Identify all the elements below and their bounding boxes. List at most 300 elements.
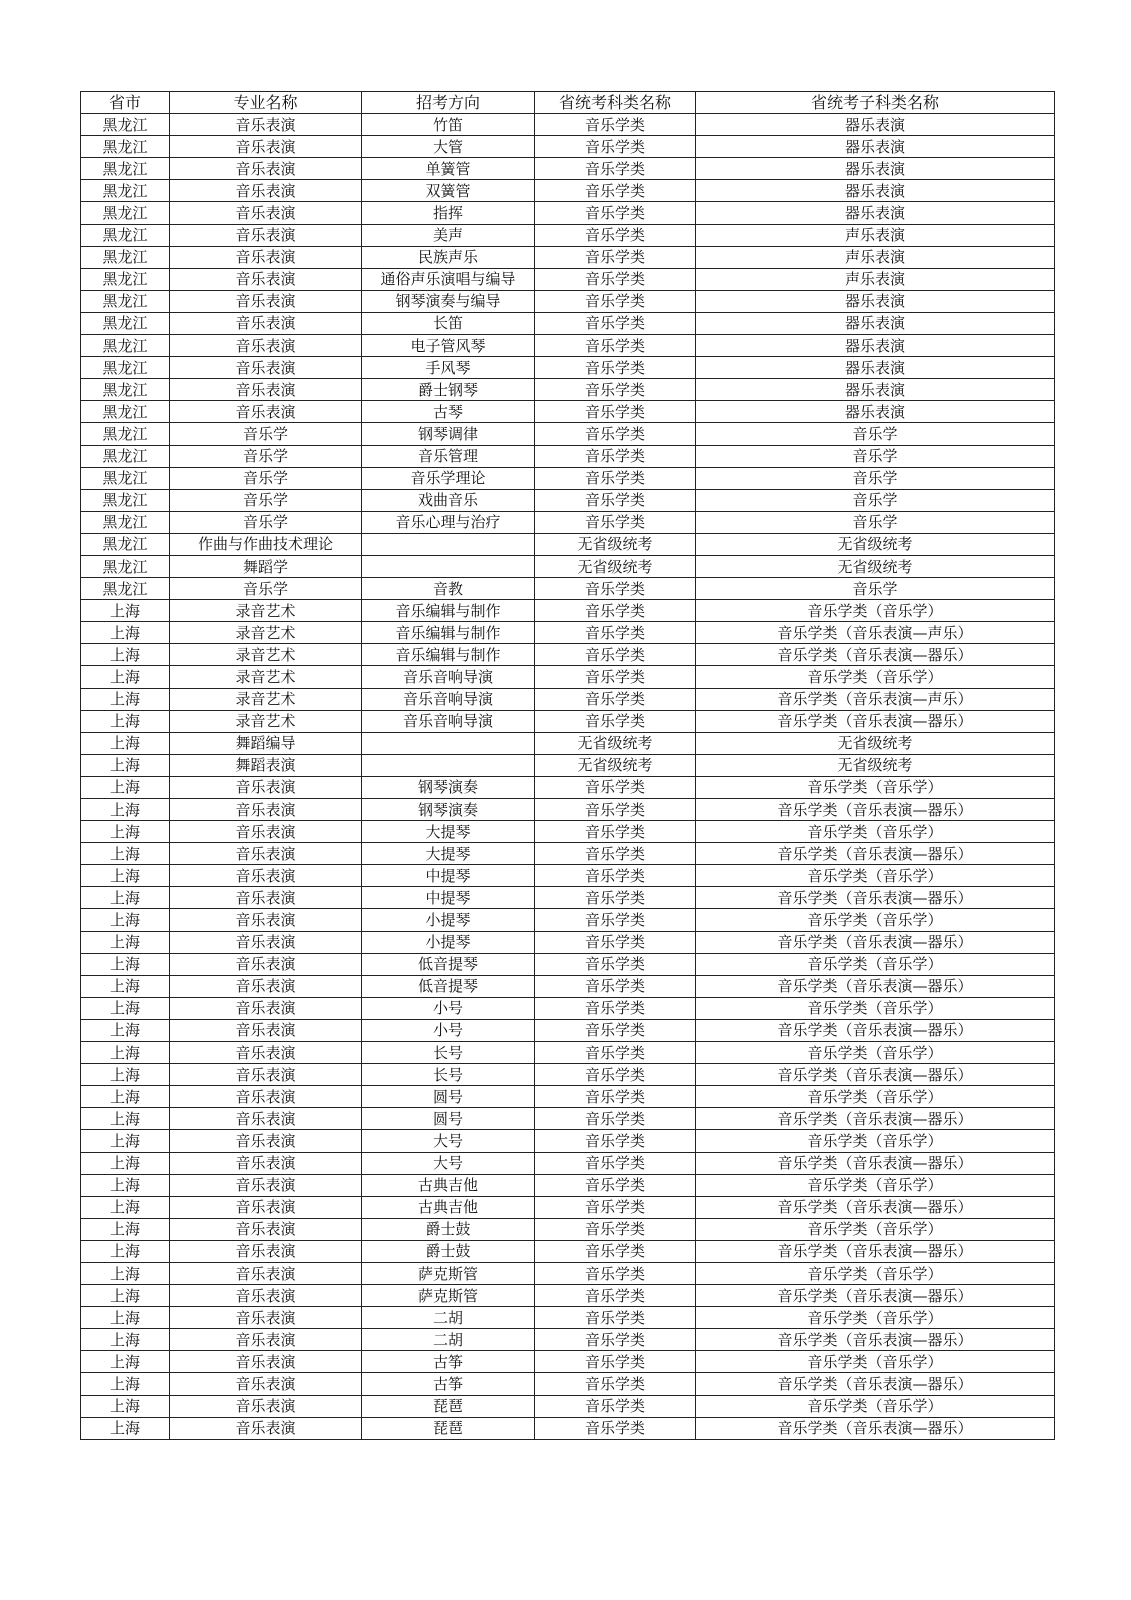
cell-exam-category: 音乐学类 [535, 290, 696, 312]
cell-exam-category: 音乐学类 [535, 1019, 696, 1041]
cell-exam-category: 音乐学类 [535, 1351, 696, 1373]
cell-exam-category: 音乐学类 [535, 622, 696, 644]
cell-major-name: 音乐表演 [170, 865, 362, 887]
cell-exam-subcategory: 音乐学类（音乐表演—器乐） [696, 975, 1055, 997]
cell-exam-category: 音乐学类 [535, 776, 696, 798]
cell-exam-direction: 长号 [362, 1042, 535, 1064]
cell-province: 上海 [81, 1307, 170, 1329]
table-row [81, 578, 1055, 600]
cell-major-name: 音乐表演 [170, 1373, 362, 1395]
table-row [81, 268, 1055, 290]
table-row [81, 555, 1055, 577]
cell-exam-direction: 大提琴 [362, 843, 535, 865]
cell-exam-category: 音乐学类 [535, 1285, 696, 1307]
cell-exam-subcategory: 器乐表演 [696, 312, 1055, 334]
cell-exam-direction: 小号 [362, 1019, 535, 1041]
cell-exam-category: 无省级统考 [535, 533, 696, 555]
cell-major-name: 音乐表演 [170, 224, 362, 246]
header-exam-direction: 招考方向 [362, 92, 535, 114]
table-row [81, 887, 1055, 909]
cell-exam-direction: 大提琴 [362, 821, 535, 843]
cell-province: 黑龙江 [81, 401, 170, 423]
header-provincial-exam-category: 省统考科类名称 [535, 92, 696, 114]
cell-province: 上海 [81, 1174, 170, 1196]
cell-major-name: 音乐表演 [170, 202, 362, 224]
cell-exam-subcategory: 音乐学类（音乐表演—器乐） [696, 799, 1055, 821]
table-row [81, 1108, 1055, 1130]
cell-exam-direction: 长号 [362, 1064, 535, 1086]
cell-exam-subcategory: 音乐学类（音乐学） [696, 1351, 1055, 1373]
cell-major-name: 音乐表演 [170, 776, 362, 798]
cell-major-name: 音乐表演 [170, 1417, 362, 1439]
table-row [81, 312, 1055, 334]
cell-province: 黑龙江 [81, 312, 170, 334]
cell-exam-subcategory: 器乐表演 [696, 335, 1055, 357]
cell-exam-direction: 小号 [362, 997, 535, 1019]
cell-exam-direction: 中提琴 [362, 887, 535, 909]
table-row [81, 909, 1055, 931]
cell-exam-subcategory: 音乐学类（音乐学） [696, 1307, 1055, 1329]
cell-province: 上海 [81, 710, 170, 732]
cell-major-name: 音乐表演 [170, 1329, 362, 1351]
cell-exam-subcategory: 无省级统考 [696, 555, 1055, 577]
table-row [81, 622, 1055, 644]
cell-major-name: 音乐表演 [170, 1108, 362, 1130]
cell-major-name: 作曲与作曲技术理论 [170, 533, 362, 555]
table-row [81, 821, 1055, 843]
table-row [81, 335, 1055, 357]
cell-province: 上海 [81, 1351, 170, 1373]
cell-province: 黑龙江 [81, 533, 170, 555]
table-row [81, 1152, 1055, 1174]
cell-province: 上海 [81, 953, 170, 975]
table-row [81, 1351, 1055, 1373]
cell-exam-direction: 低音提琴 [362, 975, 535, 997]
cell-province: 上海 [81, 1373, 170, 1395]
cell-exam-direction: 琵琶 [362, 1395, 535, 1417]
cell-province: 上海 [81, 732, 170, 754]
cell-province: 上海 [81, 1395, 170, 1417]
cell-major-name: 音乐表演 [170, 1130, 362, 1152]
table-row [81, 1240, 1055, 1262]
cell-exam-direction: 音乐编辑与制作 [362, 622, 535, 644]
cell-exam-subcategory: 音乐学类（音乐学） [696, 1262, 1055, 1284]
cell-major-name: 音乐表演 [170, 136, 362, 158]
cell-exam-direction: 爵士鼓 [362, 1218, 535, 1240]
cell-exam-category: 音乐学类 [535, 578, 696, 600]
cell-province: 黑龙江 [81, 290, 170, 312]
cell-major-name: 音乐表演 [170, 158, 362, 180]
table-row [81, 224, 1055, 246]
cell-exam-category: 音乐学类 [535, 953, 696, 975]
cell-exam-subcategory: 音乐学类（音乐学） [696, 600, 1055, 622]
cell-province: 上海 [81, 776, 170, 798]
cell-major-name: 音乐表演 [170, 379, 362, 401]
cell-province: 黑龙江 [81, 555, 170, 577]
cell-exam-category: 音乐学类 [535, 158, 696, 180]
table-row [81, 423, 1055, 445]
cell-province: 上海 [81, 821, 170, 843]
cell-major-name: 音乐表演 [170, 1240, 362, 1262]
cell-major-name: 音乐学 [170, 489, 362, 511]
cell-province: 上海 [81, 1285, 170, 1307]
cell-exam-direction [362, 533, 535, 555]
cell-exam-category: 音乐学类 [535, 445, 696, 467]
cell-province: 黑龙江 [81, 180, 170, 202]
cell-province: 上海 [81, 1152, 170, 1174]
table-row [81, 357, 1055, 379]
table-row [81, 114, 1055, 136]
cell-major-name: 音乐表演 [170, 246, 362, 268]
cell-major-name: 音乐学 [170, 423, 362, 445]
cell-exam-subcategory: 音乐学类（音乐表演—器乐） [696, 1373, 1055, 1395]
cell-exam-category: 音乐学类 [535, 1417, 696, 1439]
table-row [81, 1196, 1055, 1218]
cell-exam-direction: 琵琶 [362, 1417, 535, 1439]
table-row [81, 843, 1055, 865]
cell-province: 黑龙江 [81, 158, 170, 180]
cell-exam-subcategory: 音乐学类（音乐学） [696, 1218, 1055, 1240]
table-row [81, 799, 1055, 821]
table-body [81, 114, 1055, 1440]
cell-exam-direction: 低音提琴 [362, 953, 535, 975]
cell-exam-subcategory: 音乐学类（音乐学） [696, 865, 1055, 887]
cell-province: 上海 [81, 975, 170, 997]
cell-province: 黑龙江 [81, 202, 170, 224]
cell-exam-subcategory: 音乐学类（音乐表演—器乐） [696, 1152, 1055, 1174]
cell-exam-direction: 音乐编辑与制作 [362, 600, 535, 622]
cell-major-name: 录音艺术 [170, 644, 362, 666]
cell-exam-direction: 小提琴 [362, 931, 535, 953]
cell-exam-subcategory: 器乐表演 [696, 136, 1055, 158]
table-row [81, 1086, 1055, 1108]
cell-exam-subcategory: 器乐表演 [696, 158, 1055, 180]
cell-exam-direction: 手风琴 [362, 357, 535, 379]
cell-exam-direction: 音乐音响导演 [362, 688, 535, 710]
cell-province: 上海 [81, 1262, 170, 1284]
cell-major-name: 录音艺术 [170, 710, 362, 732]
cell-exam-category: 音乐学类 [535, 1240, 696, 1262]
table-row [81, 511, 1055, 533]
cell-exam-subcategory: 音乐学 [696, 489, 1055, 511]
cell-exam-direction: 音乐音响导演 [362, 666, 535, 688]
table-row [81, 1417, 1055, 1439]
cell-exam-category: 音乐学类 [535, 1108, 696, 1130]
cell-exam-subcategory: 音乐学类（音乐表演—声乐） [696, 622, 1055, 644]
cell-exam-subcategory: 器乐表演 [696, 357, 1055, 379]
cell-province: 上海 [81, 1108, 170, 1130]
cell-exam-direction: 中提琴 [362, 865, 535, 887]
cell-exam-subcategory: 器乐表演 [696, 379, 1055, 401]
table-row [81, 467, 1055, 489]
cell-exam-subcategory: 器乐表演 [696, 290, 1055, 312]
cell-exam-category: 无省级统考 [535, 754, 696, 776]
cell-major-name: 音乐表演 [170, 180, 362, 202]
table-row [81, 401, 1055, 423]
cell-exam-category: 音乐学类 [535, 1307, 696, 1329]
cell-major-name: 音乐表演 [170, 843, 362, 865]
cell-exam-direction: 古筝 [362, 1351, 535, 1373]
cell-major-name: 舞蹈编导 [170, 732, 362, 754]
cell-exam-category: 音乐学类 [535, 644, 696, 666]
cell-exam-category: 音乐学类 [535, 114, 696, 136]
cell-exam-direction: 戏曲音乐 [362, 489, 535, 511]
cell-province: 上海 [81, 666, 170, 688]
table-row [81, 975, 1055, 997]
table-row [81, 666, 1055, 688]
cell-province: 上海 [81, 799, 170, 821]
cell-exam-subcategory: 无省级统考 [696, 754, 1055, 776]
cell-exam-subcategory: 音乐学类（音乐表演—器乐） [696, 931, 1055, 953]
cell-exam-category: 音乐学类 [535, 931, 696, 953]
header-province: 省市 [81, 92, 170, 114]
cell-major-name: 音乐表演 [170, 1307, 362, 1329]
cell-exam-subcategory: 音乐学类（音乐表演—器乐） [696, 1108, 1055, 1130]
cell-exam-direction: 钢琴调律 [362, 423, 535, 445]
cell-province: 上海 [81, 1240, 170, 1262]
cell-exam-direction: 长笛 [362, 312, 535, 334]
cell-exam-subcategory: 音乐学类（音乐学） [696, 1086, 1055, 1108]
cell-major-name: 音乐表演 [170, 268, 362, 290]
cell-province: 黑龙江 [81, 335, 170, 357]
cell-major-name: 舞蹈表演 [170, 754, 362, 776]
table-row [81, 776, 1055, 798]
cell-exam-direction: 二胡 [362, 1329, 535, 1351]
cell-major-name: 音乐表演 [170, 357, 362, 379]
cell-major-name: 音乐表演 [170, 312, 362, 334]
cell-major-name: 音乐表演 [170, 1064, 362, 1086]
cell-exam-category: 音乐学类 [535, 821, 696, 843]
table-row [81, 1262, 1055, 1284]
cell-exam-direction: 钢琴演奏 [362, 799, 535, 821]
cell-exam-direction: 音教 [362, 578, 535, 600]
cell-exam-subcategory: 音乐学类（音乐表演—器乐） [696, 710, 1055, 732]
cell-exam-category: 音乐学类 [535, 180, 696, 202]
cell-exam-category: 音乐学类 [535, 379, 696, 401]
cell-exam-subcategory: 音乐学类（音乐表演—器乐） [696, 1064, 1055, 1086]
cell-exam-category: 音乐学类 [535, 1042, 696, 1064]
cell-exam-subcategory: 音乐学类（音乐学） [696, 821, 1055, 843]
cell-exam-direction: 音乐音响导演 [362, 710, 535, 732]
cell-exam-category: 音乐学类 [535, 666, 696, 688]
cell-major-name: 音乐表演 [170, 909, 362, 931]
table-row [81, 379, 1055, 401]
cell-exam-subcategory: 音乐学类（音乐表演—器乐） [696, 843, 1055, 865]
cell-exam-direction: 美声 [362, 224, 535, 246]
table-row [81, 290, 1055, 312]
cell-exam-direction: 圆号 [362, 1108, 535, 1130]
cell-major-name: 音乐表演 [170, 1019, 362, 1041]
table-row [81, 1285, 1055, 1307]
cell-exam-category: 音乐学类 [535, 1373, 696, 1395]
exam-category-table [80, 91, 1055, 1440]
cell-exam-direction: 萨克斯管 [362, 1285, 535, 1307]
cell-exam-subcategory: 音乐学 [696, 423, 1055, 445]
table-row [81, 997, 1055, 1019]
cell-exam-category: 音乐学类 [535, 1329, 696, 1351]
cell-province: 上海 [81, 1218, 170, 1240]
cell-province: 上海 [81, 1329, 170, 1351]
cell-exam-subcategory: 器乐表演 [696, 114, 1055, 136]
cell-exam-category: 音乐学类 [535, 268, 696, 290]
cell-major-name: 音乐学 [170, 467, 362, 489]
cell-exam-category: 音乐学类 [535, 312, 696, 334]
cell-exam-category: 音乐学类 [535, 511, 696, 533]
table-row [81, 1130, 1055, 1152]
cell-exam-subcategory: 音乐学类（音乐表演—器乐） [696, 1285, 1055, 1307]
cell-province: 上海 [81, 931, 170, 953]
cell-exam-category: 无省级统考 [535, 555, 696, 577]
cell-major-name: 音乐学 [170, 511, 362, 533]
cell-exam-direction: 音乐学理论 [362, 467, 535, 489]
cell-exam-direction: 钢琴演奏 [362, 776, 535, 798]
cell-province: 上海 [81, 909, 170, 931]
table-row [81, 600, 1055, 622]
cell-major-name: 音乐表演 [170, 114, 362, 136]
cell-exam-direction: 双簧管 [362, 180, 535, 202]
cell-major-name: 音乐表演 [170, 1086, 362, 1108]
cell-exam-subcategory: 器乐表演 [696, 180, 1055, 202]
cell-province: 黑龙江 [81, 224, 170, 246]
cell-exam-subcategory: 音乐学类（音乐表演—器乐） [696, 1240, 1055, 1262]
cell-province: 上海 [81, 887, 170, 909]
cell-province: 黑龙江 [81, 511, 170, 533]
cell-province: 上海 [81, 1086, 170, 1108]
cell-exam-direction: 古典吉他 [362, 1196, 535, 1218]
cell-exam-direction: 电子管风琴 [362, 335, 535, 357]
cell-major-name: 音乐表演 [170, 335, 362, 357]
cell-province: 上海 [81, 1042, 170, 1064]
cell-exam-direction: 古筝 [362, 1373, 535, 1395]
cell-major-name: 音乐表演 [170, 975, 362, 997]
cell-exam-subcategory: 音乐学类（音乐学） [696, 1130, 1055, 1152]
table-header [81, 92, 1055, 114]
cell-province: 上海 [81, 600, 170, 622]
table-row [81, 865, 1055, 887]
cell-province: 黑龙江 [81, 578, 170, 600]
cell-exam-subcategory: 无省级统考 [696, 533, 1055, 555]
cell-exam-category: 音乐学类 [535, 136, 696, 158]
cell-exam-category: 音乐学类 [535, 357, 696, 379]
cell-province: 上海 [81, 1130, 170, 1152]
cell-exam-category: 音乐学类 [535, 1064, 696, 1086]
cell-province: 黑龙江 [81, 379, 170, 401]
cell-exam-category: 音乐学类 [535, 997, 696, 1019]
cell-exam-category: 音乐学类 [535, 1262, 696, 1284]
cell-exam-subcategory: 音乐学 [696, 445, 1055, 467]
cell-exam-direction: 通俗声乐演唱与编导 [362, 268, 535, 290]
cell-exam-direction: 古琴 [362, 401, 535, 423]
cell-exam-direction: 钢琴演奏与编导 [362, 290, 535, 312]
cell-major-name: 音乐表演 [170, 821, 362, 843]
cell-province: 黑龙江 [81, 268, 170, 290]
cell-exam-subcategory: 音乐学类（音乐表演—器乐） [696, 1417, 1055, 1439]
cell-exam-subcategory: 音乐学类（音乐学） [696, 1042, 1055, 1064]
cell-major-name: 音乐表演 [170, 1262, 362, 1284]
table-row [81, 732, 1055, 754]
cell-major-name: 音乐表演 [170, 401, 362, 423]
table-row [81, 1395, 1055, 1417]
table-row [81, 489, 1055, 511]
table-row [81, 533, 1055, 555]
table-row [81, 1174, 1055, 1196]
cell-exam-subcategory: 音乐学类（音乐表演—器乐） [696, 1019, 1055, 1041]
cell-province: 上海 [81, 1064, 170, 1086]
cell-exam-direction: 音乐心理与治疗 [362, 511, 535, 533]
cell-major-name: 音乐表演 [170, 290, 362, 312]
cell-exam-subcategory: 音乐学 [696, 511, 1055, 533]
cell-province: 黑龙江 [81, 136, 170, 158]
cell-exam-direction: 大号 [362, 1130, 535, 1152]
cell-exam-category: 音乐学类 [535, 688, 696, 710]
cell-exam-subcategory: 音乐学类（音乐学） [696, 997, 1055, 1019]
cell-major-name: 音乐表演 [170, 953, 362, 975]
cell-province: 黑龙江 [81, 489, 170, 511]
cell-exam-subcategory: 音乐学类（音乐表演—器乐） [696, 887, 1055, 909]
cell-major-name: 音乐表演 [170, 1152, 362, 1174]
table-row [81, 445, 1055, 467]
cell-exam-subcategory: 音乐学类（音乐学） [696, 909, 1055, 931]
cell-province: 黑龙江 [81, 114, 170, 136]
cell-exam-subcategory: 声乐表演 [696, 268, 1055, 290]
cell-exam-direction [362, 732, 535, 754]
cell-exam-category: 音乐学类 [535, 423, 696, 445]
cell-province: 上海 [81, 865, 170, 887]
cell-exam-direction: 单簧管 [362, 158, 535, 180]
cell-major-name: 音乐表演 [170, 1196, 362, 1218]
cell-exam-subcategory: 音乐学类（音乐学） [696, 1395, 1055, 1417]
cell-exam-subcategory: 器乐表演 [696, 401, 1055, 423]
cell-exam-subcategory: 音乐学类（音乐学） [696, 1174, 1055, 1196]
cell-exam-category: 音乐学类 [535, 975, 696, 997]
cell-exam-direction [362, 555, 535, 577]
cell-exam-subcategory: 音乐学 [696, 467, 1055, 489]
table-row [81, 1019, 1055, 1041]
table-row [81, 953, 1055, 975]
cell-exam-category: 音乐学类 [535, 1152, 696, 1174]
cell-province: 上海 [81, 1196, 170, 1218]
cell-province: 上海 [81, 997, 170, 1019]
cell-province: 黑龙江 [81, 246, 170, 268]
cell-exam-category: 音乐学类 [535, 467, 696, 489]
table-row [81, 202, 1055, 224]
cell-major-name: 音乐表演 [170, 1351, 362, 1373]
cell-major-name: 音乐表演 [170, 931, 362, 953]
cell-exam-subcategory: 音乐学类（音乐表演—器乐） [696, 1196, 1055, 1218]
table-row [81, 710, 1055, 732]
cell-exam-subcategory: 音乐学类（音乐学） [696, 776, 1055, 798]
cell-exam-subcategory: 音乐学类（音乐表演—器乐） [696, 644, 1055, 666]
cell-major-name: 音乐表演 [170, 997, 362, 1019]
cell-exam-category: 无省级统考 [535, 732, 696, 754]
cell-exam-subcategory: 音乐学类（音乐表演—器乐） [696, 1329, 1055, 1351]
cell-exam-direction: 小提琴 [362, 909, 535, 931]
cell-exam-direction: 音乐编辑与制作 [362, 644, 535, 666]
cell-major-name: 录音艺术 [170, 622, 362, 644]
cell-exam-direction: 指挥 [362, 202, 535, 224]
cell-major-name: 音乐表演 [170, 1042, 362, 1064]
table-row [81, 644, 1055, 666]
cell-province: 上海 [81, 754, 170, 776]
cell-exam-category: 音乐学类 [535, 489, 696, 511]
cell-province: 黑龙江 [81, 357, 170, 379]
cell-exam-direction: 爵士鼓 [362, 1240, 535, 1262]
cell-exam-category: 音乐学类 [535, 224, 696, 246]
table-row [81, 158, 1055, 180]
table-row [81, 1373, 1055, 1395]
cell-exam-category: 音乐学类 [535, 335, 696, 357]
cell-exam-category: 音乐学类 [535, 1196, 696, 1218]
